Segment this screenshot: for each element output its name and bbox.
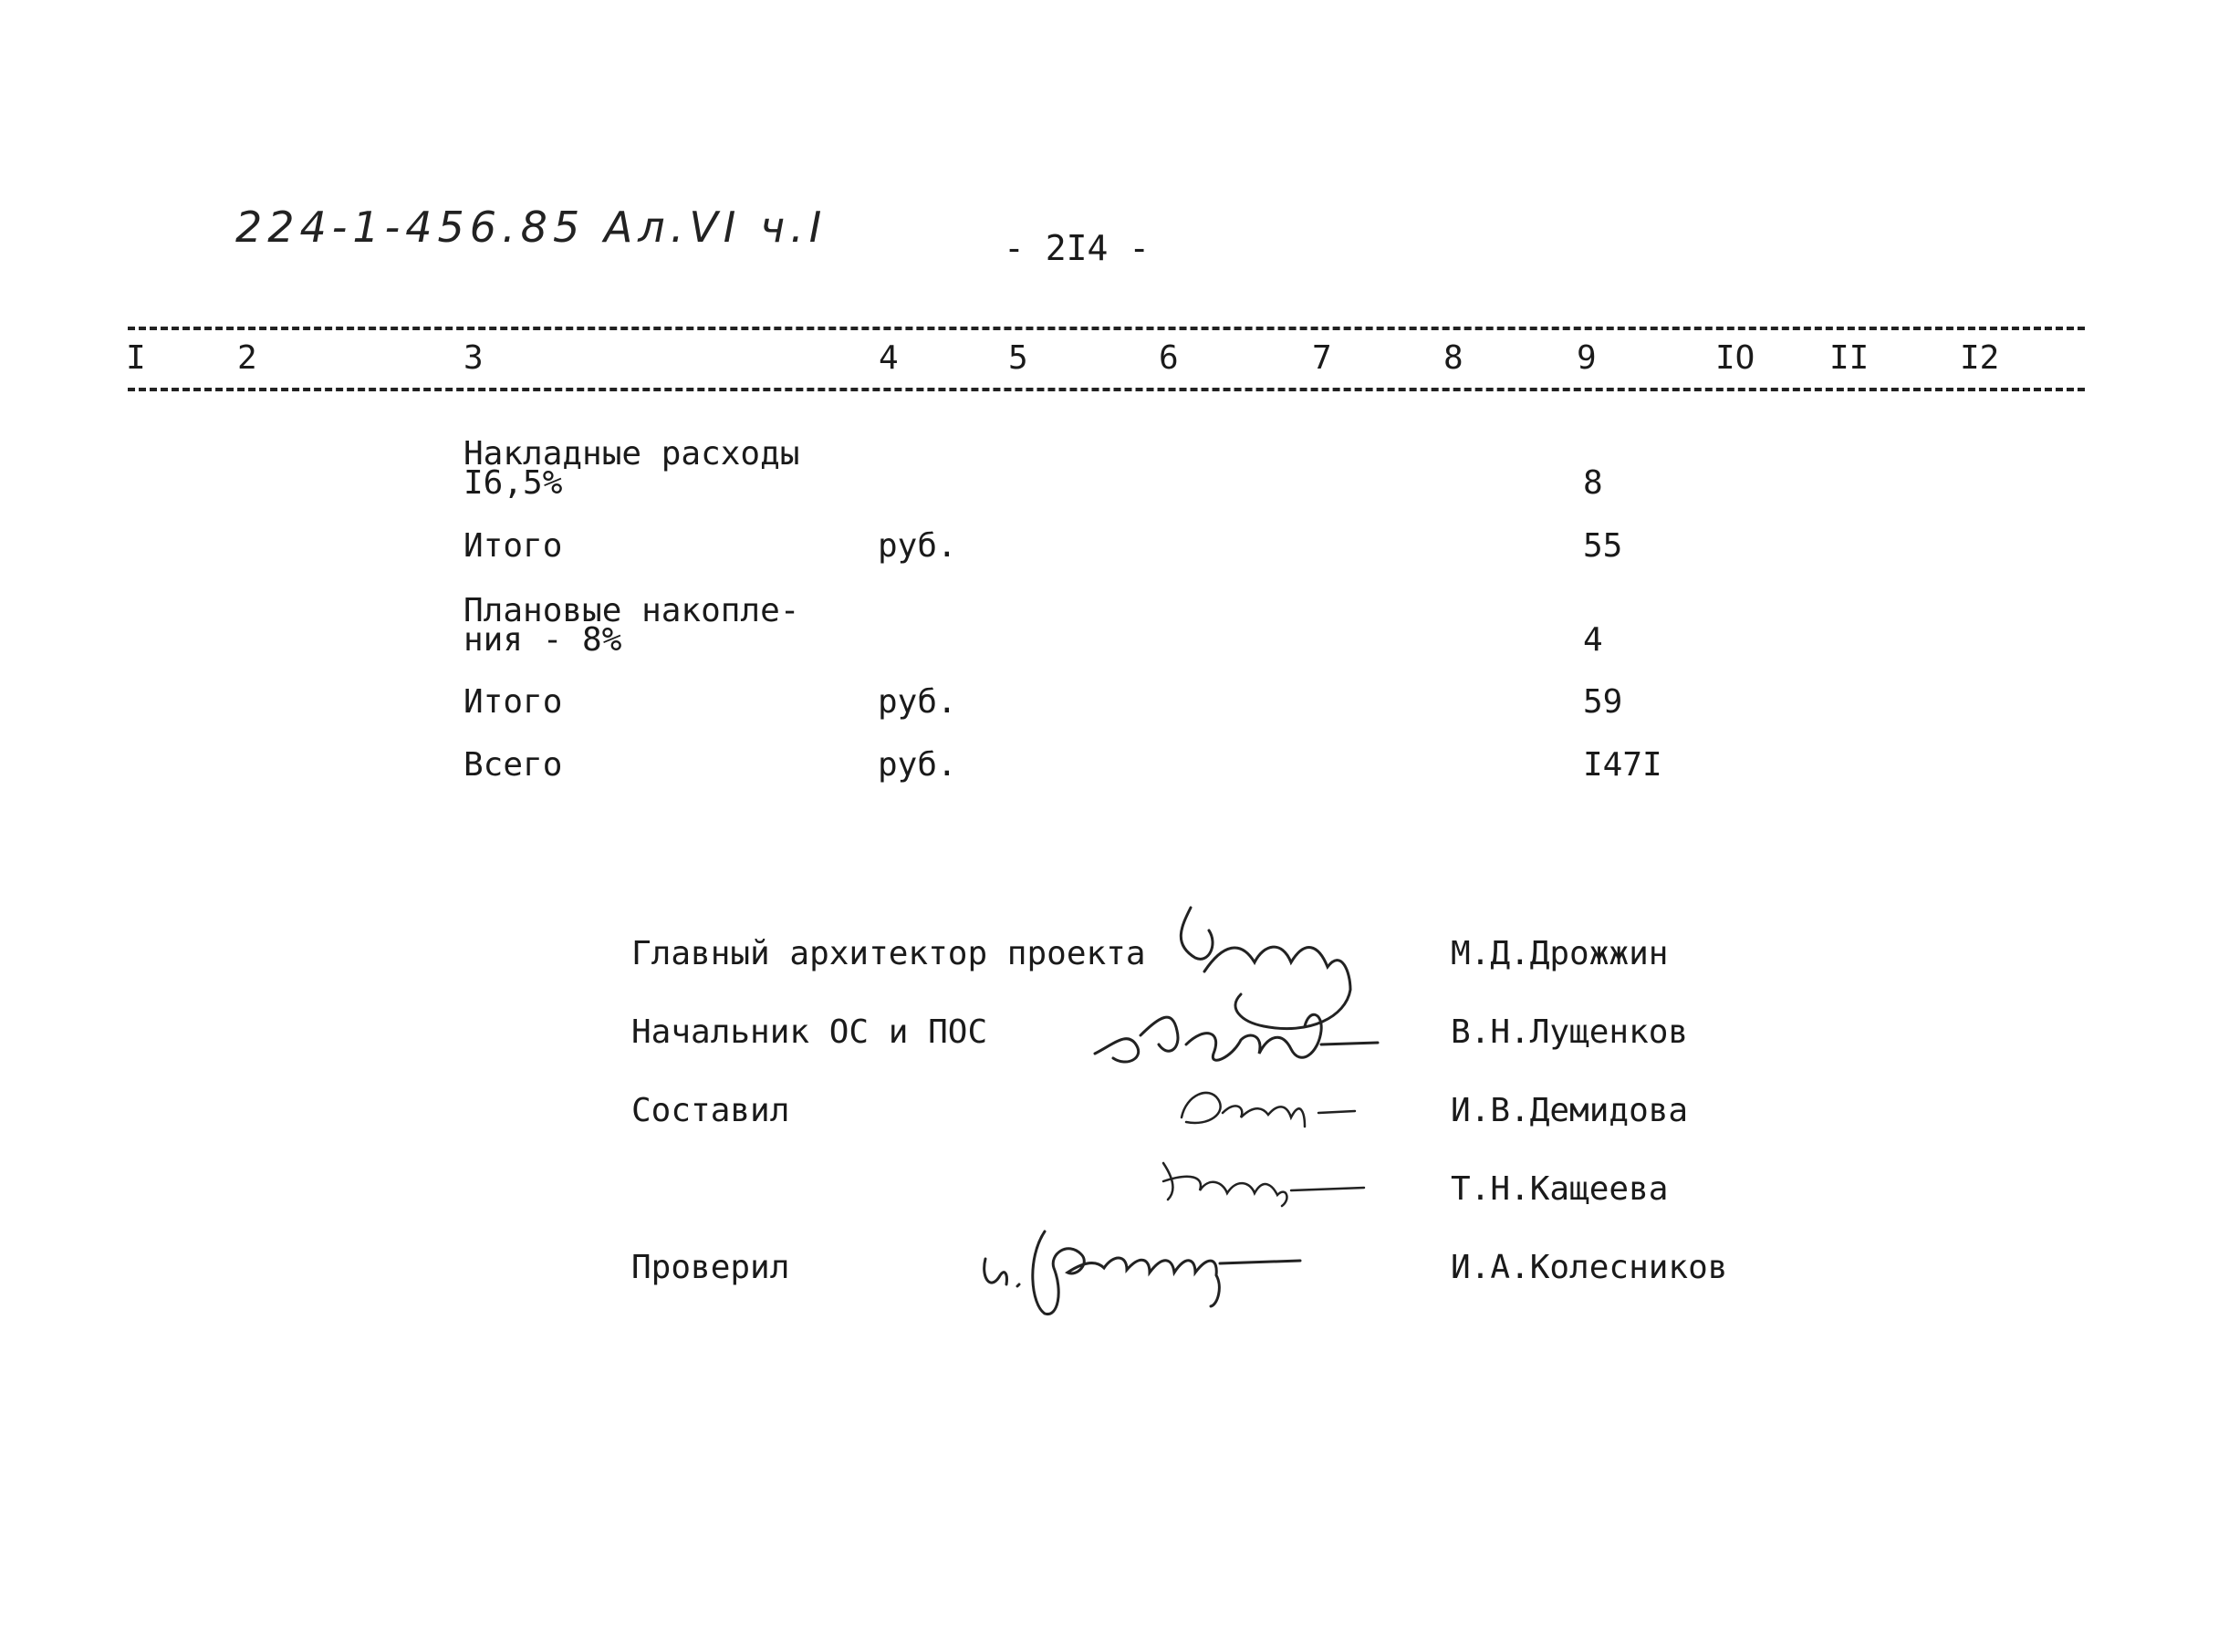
signature-name: И.А.Колесников [1451,1249,1728,1286]
row-value: 59 [1583,683,1623,721]
signature-name: М.Д.Дрожжин [1451,935,1669,972]
column-header: 8 [1443,339,1463,377]
column-header: 3 [464,339,484,377]
signature-name: Т.Н.Кащеева [1451,1170,1669,1208]
column-header: 7 [1312,339,1332,377]
signature-role: Начальник ОС и ПОС [631,1013,988,1051]
row-value: 55 [1583,527,1623,565]
signature-role: Составил [631,1092,790,1129]
row-name: I6,5% [464,464,563,502]
column-header: IO [1715,339,1755,377]
row-name: Итого [464,527,563,565]
row-value: 4 [1583,621,1603,659]
row-unit: руб. [878,683,957,721]
document-code: 224-1-456.85 Ал.VI ч.I [235,203,828,252]
column-header: 6 [1159,339,1179,377]
page-number: - 2I4 - [1004,228,1151,268]
column-header: I [126,339,146,377]
signature-name: И.В.Демидова [1451,1092,1689,1129]
row-value: 8 [1583,464,1603,502]
row-name: Плановые накопле- [464,592,800,629]
row-unit: руб. [878,527,957,565]
row-value: I47I [1583,746,1662,784]
signature-name: В.Н.Лущенков [1451,1013,1689,1051]
handwritten-signature [1086,981,1387,1090]
table-header-rule [128,388,2085,391]
row-name: ния - 8% [464,621,622,659]
column-header: 4 [879,339,899,377]
row-name: Накладные расходы [464,435,800,473]
column-header: II [1829,339,1870,377]
table-top-rule [128,327,2085,330]
column-header: 2 [237,339,257,377]
handwritten-signature [1168,1076,1369,1140]
column-header: 5 [1008,339,1028,377]
signature-role: Проверил [631,1249,790,1286]
signature-role: Главный архитектор проекта [631,935,1146,972]
row-unit: руб. [878,746,957,784]
column-header: I2 [1960,339,2000,377]
handwritten-signature [972,1204,1318,1323]
row-name: Итого [464,683,563,721]
row-name: Всего [464,746,563,784]
column-header: 9 [1577,339,1597,377]
